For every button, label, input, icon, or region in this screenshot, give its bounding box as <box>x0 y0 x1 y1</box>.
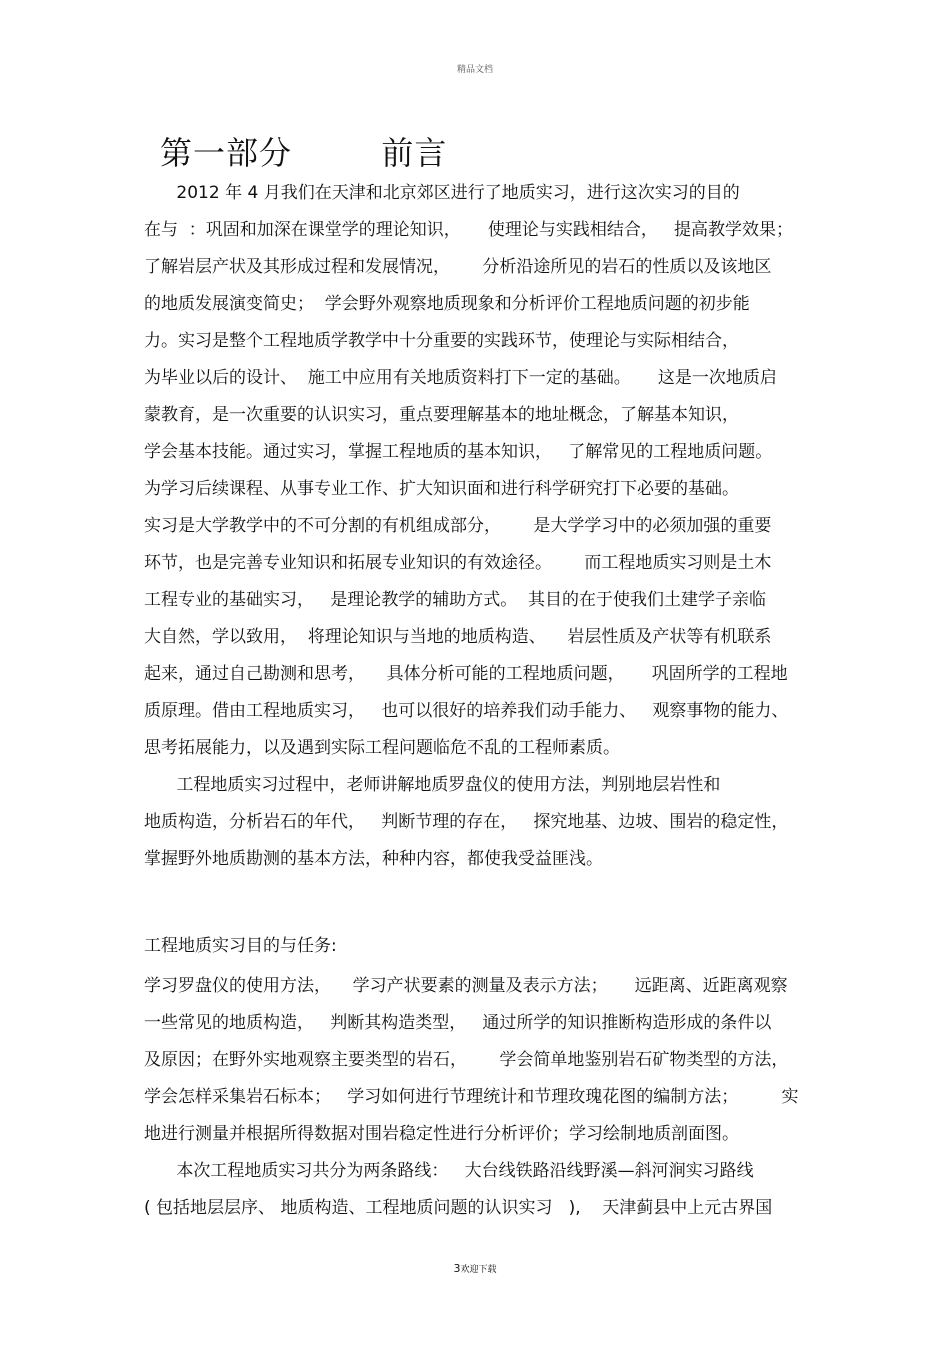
text-line: 本次工程地质实习共分为两条路线： 大台线铁路沿线野溪—斜河涧实习路线 <box>144 1161 754 1181</box>
text-line: 了解岩层产状及其形成过程和发展情况， 分析沿途所见的岩石的性质以及该地区 <box>144 257 772 277</box>
text-line: 学习罗盘仪的使用方法， 学习产状要素的测量及表示方法； 远距离、近距离观察 <box>144 976 788 996</box>
text-line: 蒙教育，是一次重要的认识实习，重点要理解基本的地址概念，了解基本知识， <box>144 405 739 425</box>
page-footer <box>0 1262 950 1275</box>
text-line: 大自然，学以致用， 将理论知识与当地的地质构造、 岩层性质及产状等有机联系 <box>144 627 772 647</box>
tasks-paragraph <box>144 968 824 1227</box>
section-heading: 工程地质实习目的与任务: <box>144 936 337 956</box>
text-line: 2012 年 4 月我们在天津和北京郊区进行了地质实习，进行这次实习的目的 <box>144 183 740 203</box>
text-line: 起来，通过自己勘测和思考， 具体分析可能的工程地质问题， 巩固所学的工程地 <box>144 664 788 684</box>
text-line: 学会怎样采集岩石标本； 学习如何进行节理统计和节理玫瑰花图的编制方法； 实 <box>144 1087 799 1107</box>
header-watermark: 精品文档 <box>456 65 493 75</box>
text-line: 工程专业的基础实习， 是理论教学的辅助方式。 其目的在于使我们土建学子亲临 <box>144 590 767 610</box>
text-line: 环节，也是完善专业知识和拓展专业知识的有效途径。 而工程地质实习则是土木 <box>144 553 772 573</box>
intro-paragraph <box>144 175 824 878</box>
text-line: 质原理。借由工程地质实习， 也可以很好的培养我们动手能力、 观察事物的能力、 <box>144 701 789 721</box>
text-line: ( 包括地层层序、 地质构造、工程地质问题的认识实习 ), 天津蓟县中上元古界国 <box>144 1198 773 1218</box>
footer-text: 欢迎下载 <box>460 1265 497 1275</box>
text-line: 掌握野外地质勘测的基本方法，种种内容，都使我受益匪浅。 <box>144 849 603 869</box>
text-line: 思考拓展能力，以及遇到实际工程问题临危不乱的工程师素质。 <box>144 738 620 758</box>
text-line: 地质构造，分析岩石的年代， 判断节理的存在， 探究地基、边坡、围岩的稳定性， <box>144 812 789 832</box>
text-line: 在与 ：巩固和加深在课堂学的理论知识， 使理论与实践相结合， 提高教学效果； <box>144 220 794 240</box>
text-line: 及原因；在野外实地观察主要类型的岩石， 学会简单地鉴别岩石矿物类型的方法， <box>144 1050 789 1070</box>
text-line: 为学习后续课程、从事专业工作、扩大知识面和进行科学研究打下必要的基础。 <box>144 479 739 499</box>
text-line: 为毕业以后的设计、 施工中应用有关地质资料打下一定的基础。 这是一次地质启 <box>144 368 777 388</box>
page-number: 3 <box>453 1262 461 1275</box>
text-line: 的地质发展演变简史； 学会野外观察地质现象和分析评价工程地质问题的初步能 <box>144 294 750 314</box>
section-heading-block <box>144 928 824 965</box>
text-line: 学会基本技能。通过实习，掌握工程地质的基本知识， 了解常见的工程地质问题。 <box>144 442 773 462</box>
text-line: 一些常见的地质构造， 判断其构造类型， 通过所学的知识推断构造形成的条件以 <box>144 1013 772 1033</box>
page-title: 第一部分 前言 <box>160 134 448 172</box>
text-line: 工程地质实习过程中，老师讲解地质罗盘仪的使用方法，判别地层岩性和 <box>144 775 721 795</box>
text-line: 地进行测量并根据所得数据对围岩稳定性进行分析评价；学习绘制地质剖面图。 <box>144 1124 739 1144</box>
text-line: 实习是大学教学中的不可分割的有机组成部分， 是大学学习中的必须加强的重要 <box>144 516 772 536</box>
text-line: 力。实习是整个工程地质学教学中十分重要的实践环节，使理论与实际相结合， <box>144 331 739 351</box>
